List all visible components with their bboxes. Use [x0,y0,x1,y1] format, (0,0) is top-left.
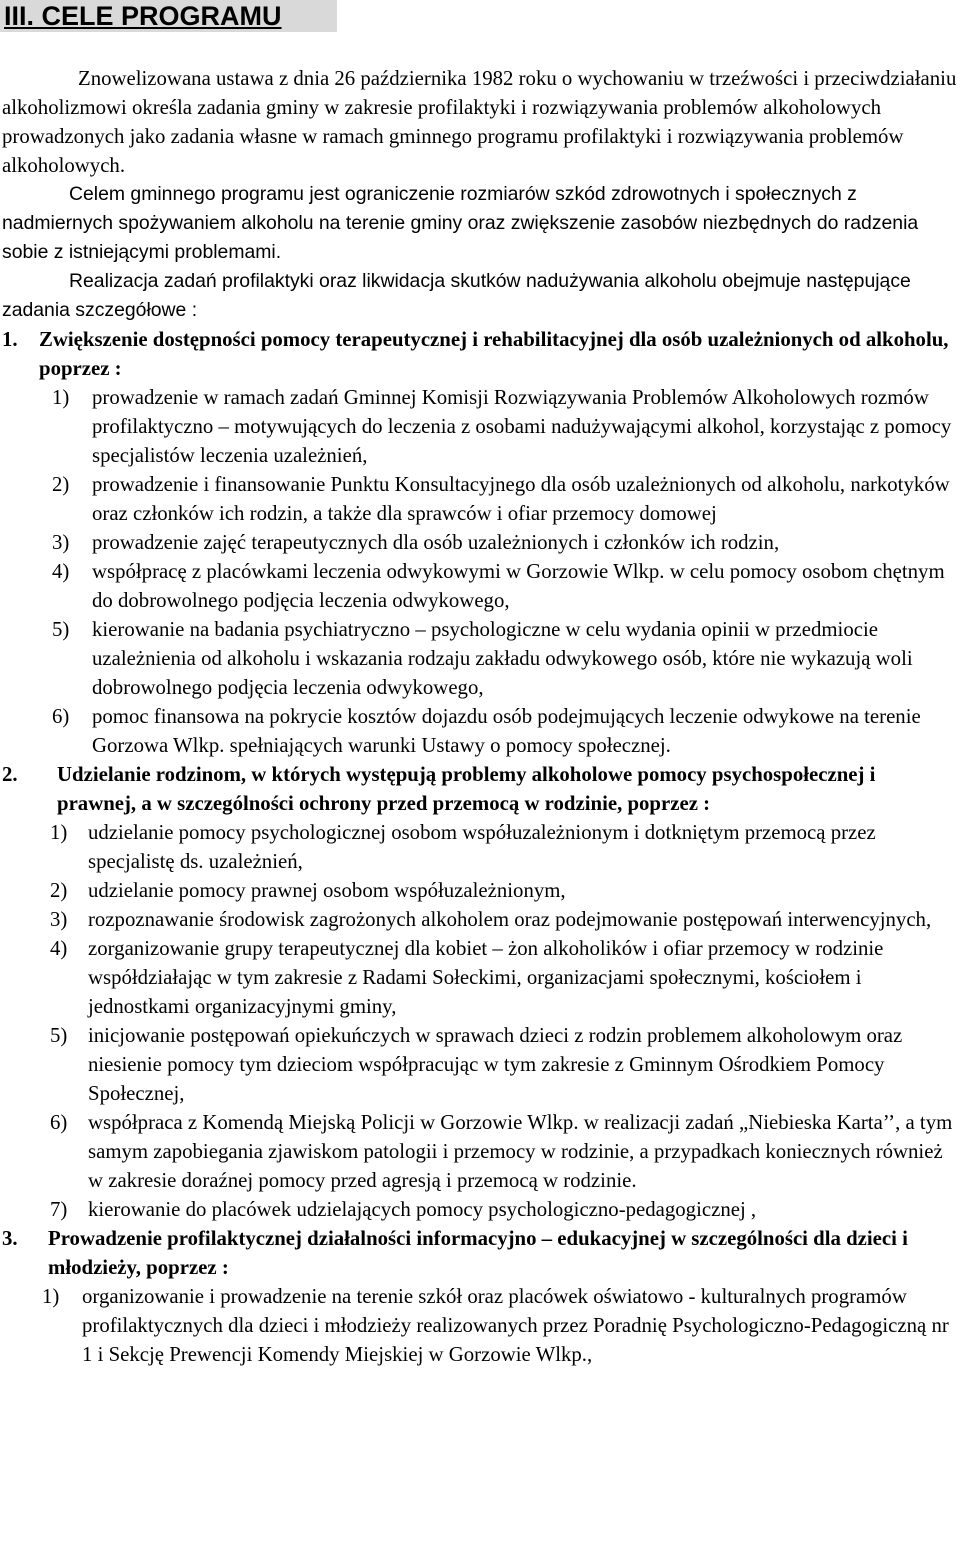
section-heading-row [2,1224,957,1282]
tasks-intro-paragraph: Realizacja zadań profilaktyki oraz likwidacja skutków nadużywania alkoholu obejmuje następujące zadania szczegółowe : [2,270,911,321]
section-heading-row [2,325,957,383]
section-2 [2,760,957,1224]
item-text: prowadzenie w ramach zadań Gminnej Komisji Rozwiązywania Problemów Alkoholowych rozmów profilaktyczno – motywujących do leczenia z osobami nadużywającymi alkohol, korzystając z pomocy specjalistów leczenia uzależnień, [92,386,952,467]
list-item [50,818,957,876]
item-number: 2) [52,473,70,496]
section-number: 3. [2,1227,18,1250]
list-item [50,1195,957,1224]
section-heading-row [2,760,957,818]
list-item [50,876,957,905]
item-text: udzielanie pomocy prawnej osobom współuzależnionym, [88,879,566,902]
item-text: prowadzenie i finansowanie Punktu Konsultacyjnego dla osób uzależnionych od alkoholu, narkotyków oraz członków ich rodzin, a także dla sprawców i ofiar przemocy domowej [92,473,950,525]
item-number: 7) [50,1198,68,1221]
section-number: 1. [2,328,18,351]
item-number: 4) [50,937,68,960]
goal-paragraph: Celem gminnego programu jest ograniczenie rozmiarów szkód zdrowotnych i społecznych z nadmiernych spożywaniem alkoholu na terenie gminy oraz zwiększenie zasobów niezbędnych do radzenia sobie z istniejącymi problemami. [2,183,919,263]
list-item [50,1108,957,1195]
item-text: zorganizowanie grupy terapeutycznej dla kobiet – żon alkoholików i ofiar przemocy w rodzinie współdziałając w tym zakresie z Radami Sołeckimi, organizacjami społecznymi, kościołem i jednostkami organizacyjnymi gminy, [88,937,884,1018]
item-text: rozpoznawanie środowisk zagrożonych alkoholem oraz podejmowanie postępowań interwencyjnych, [88,908,932,931]
item-list [2,383,957,760]
item-text: kierowanie do placówek udzielających pomocy psychologiczno-pedagogicznej , [88,1198,757,1221]
document-body [2,64,957,1369]
section-1 [2,325,957,760]
item-number: 2) [50,879,68,902]
section-heading: III. CELE PROGRAMU [0,0,337,32]
item-number: 1) [42,1285,60,1308]
item-text: współpraca z Komendą Miejską Policji w Gorzowie Wlkp. w realizacji zadań „Niebieska Karta’’, a tym samym zapobiegania zjawiskom patologii i przemocy w rodzinie, a przypadkach koniecznych również w zakresie doraźnej pomocy przed agresją i przemocą w rodzinie. [88,1111,953,1192]
section-title: Zwiększenie dostępności pomocy terapeutycznej i rehabilitacyjnej dla osób uzależnionych od alkoholu, poprzez : [39,328,949,380]
item-number: 3) [52,531,70,554]
list-item [52,702,957,760]
list-item [50,1021,957,1108]
item-number: 6) [52,705,70,728]
section-title: Prowadzenie profilaktycznej działalności informacyjno – edukacyjnej w szczególności dla dzieci i młodzieży, poprzez : [48,1227,908,1279]
item-text: prowadzenie zajęć terapeutycznych dla osób uzależnionych i członków ich rodzin, [92,531,780,554]
section-number: 2. [2,763,18,786]
list-item [52,383,957,470]
list-item [52,557,957,615]
list-item [50,905,957,934]
section-3 [2,1224,957,1369]
item-number: 1) [50,821,68,844]
list-item [52,528,957,557]
item-number: 3) [50,908,68,931]
list-item [42,1282,957,1369]
item-text: inicjowanie postępowań opiekuńczych w sprawach dzieci z rodzin problemem alkoholowym oraz niesienie pomocy tym dzieciom współpracując w tym zakresie z Gminnym Ośrodkiem Pomocy Społecznej, [88,1024,903,1105]
item-text: pomoc finansowa na pokrycie kosztów dojazdu osób podejmujących leczenie odwykowe na terenie Gorzowa Wlkp. spełniających warunki Ustawy o pomocy społecznej. [92,705,921,757]
item-number: 6) [50,1111,68,1134]
item-text: kierowanie na badania psychiatryczno – psychologiczne w celu wydania opinii w przedmiocie uzależnienia od alkoholu i wskazania rodzaju zakładu odwykowego osób, które nie wykazują woli dobrowolnego podjęcia leczenia odwykowego, [92,618,913,699]
item-text: współpracę z placówkami leczenia odwykowymi w Gorzowie Wlkp. w celu pomocy osobom chętnym do dobrowolnego podjęcia leczenia odwykowego, [92,560,945,612]
list-item [52,470,957,528]
item-list [2,1282,957,1369]
item-number: 5) [52,618,70,641]
item-text: organizowanie i prowadzenie na terenie szkół oraz placówek oświatowo - kulturalnych programów profilaktycznych dla dzieci i młodzieży realizowanych przez Poradnię Psychologiczno-Pedagogiczną nr 1 i Sekcję Prewencji Komendy Miejskiej w Gorzowie Wlkp., [82,1285,949,1366]
item-text: udzielanie pomocy psychologicznej osobom współuzależnionym i dotkniętym przemocą przez specjalistę ds. uzależnień, [88,821,876,873]
item-number: 5) [50,1024,68,1047]
item-number: 4) [52,560,70,583]
item-list [2,818,957,1224]
section-title: Udzielanie rodzinom, w których występują problemy alkoholowe pomocy psychospołecznej i prawnej, a w szczególności ochrony przed przemocą w rodzinie, poprzez : [57,763,876,815]
item-number: 1) [52,386,70,409]
list-item [50,934,957,1021]
intro-paragraph: Znowelizowana ustawa z dnia 26 października 1982 roku o wychowaniu w trzeźwości i przeciwdziałaniu alkoholizmowi określa zadania gminy w zakresie profilaktyki i rozwiązywania problemów alkoholowych prowadzonych jako zadania własne w ramach gminnego programu profilaktyki i rozwiązywania problemów alkoholowych. [2,67,957,177]
list-item [52,615,957,702]
